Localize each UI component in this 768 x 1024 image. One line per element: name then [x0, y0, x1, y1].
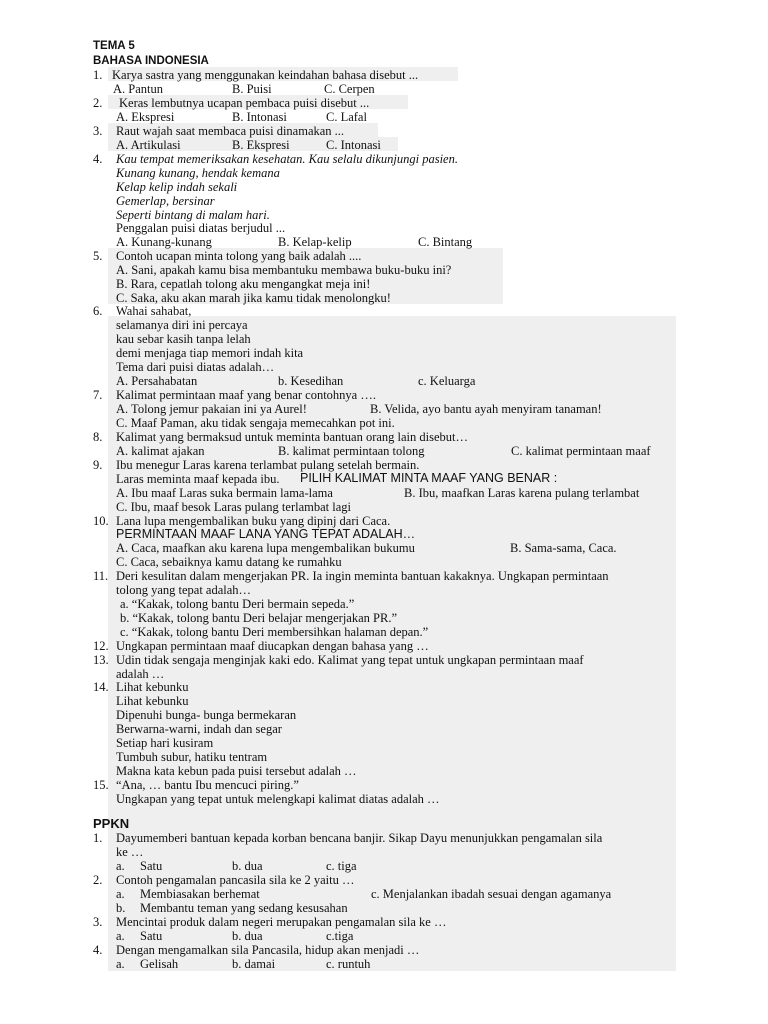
- section-heading: PPKN: [93, 816, 130, 831]
- option-c: C. Ibu, maaf besok Laras pulang terlambat lagi: [116, 500, 351, 514]
- question-number: 4.: [93, 943, 103, 957]
- poem-line: Berwarna-warni, indah dan segar: [116, 722, 282, 736]
- option-a: Satu: [140, 929, 163, 943]
- option-a: A. Ekspresi: [116, 110, 175, 124]
- option-letter: a.: [116, 887, 125, 901]
- poem-line: Setiap hari kusiram: [116, 736, 214, 750]
- question-text: Ungkapan yang tepat untuk melengkapi kalimat diatas adalah …: [116, 792, 440, 806]
- question-text: Contoh pengamalan pancasila sila ke 2 yaitu …: [116, 873, 355, 887]
- question-text: Penggalan puisi diatas berjudul ...: [116, 221, 286, 235]
- subject-heading: BAHASA INDONESIA: [93, 55, 209, 67]
- option-a: A. Artikulasi: [116, 138, 181, 152]
- question-number: 9.: [93, 458, 103, 472]
- option-b: Membantu teman yang sedang kesusahan: [140, 901, 348, 915]
- option-b: b. damai: [232, 957, 276, 971]
- poem-line: Kunang kunang, hendak kemana: [116, 166, 280, 180]
- question-number: 1.: [93, 831, 103, 845]
- poem-line: Seperti bintang di malam hari.: [116, 208, 270, 222]
- option-c: C. Intonasi: [326, 138, 381, 152]
- question-text: Lana lupa mengembalikan buku yang dipinj dari Caca.: [116, 514, 391, 528]
- option-b: b. dua: [232, 929, 263, 943]
- option-c: c. Menjalankan ibadah sesuai dengan agamanya: [371, 887, 612, 901]
- option-letter: b.: [116, 901, 126, 915]
- option-b: b. dua: [232, 859, 263, 873]
- option-a: A. Caca, maafkan aku karena lupa mengembalikan bukumu: [116, 541, 415, 555]
- option-b: b. “Kakak, tolong bantu Deri belajar mengerjakan PR.”: [120, 611, 397, 625]
- poem-line: Tumbuh subur, hatiku tentram: [116, 750, 268, 764]
- question-text: Laras meminta maaf kepada ibu.: [116, 472, 280, 486]
- poem-line: Lihat kebunku: [116, 694, 189, 708]
- question-number: 2.: [93, 96, 103, 110]
- option-c: C. kalimat permintaan maaf: [511, 444, 651, 458]
- question-text: Tema dari puisi diatas adalah…: [116, 360, 275, 374]
- option-b: B. Velida, ayo bantu ayah menyiram tanaman!: [370, 402, 602, 416]
- question-number: 10.: [93, 514, 109, 528]
- poem-line: kau sebar kasih tanpa lelah: [116, 332, 251, 346]
- option-letter: a.: [116, 929, 125, 943]
- option-b: B. Ekspresi: [232, 138, 290, 152]
- question-text: adalah …: [116, 667, 165, 681]
- option-a: A. Ibu maaf Laras suka bermain lama-lama: [116, 486, 333, 500]
- question-text: Udin tidak sengaja menginjak kaki edo. Kalimat yang tepat untuk ungkapan permintaan maaf: [116, 653, 584, 667]
- poem-line: demi menjaga tiap memori indah kita: [116, 346, 304, 360]
- option-a: Satu: [140, 859, 163, 873]
- question-number: 11.: [93, 569, 109, 583]
- question-number: 5.: [93, 249, 103, 263]
- question-number: 7.: [93, 388, 103, 402]
- option-b: B. Ibu, maafkan Laras karena pulang terlambat: [404, 486, 640, 500]
- poem-line: Kelap kelip indah sekali: [116, 180, 238, 194]
- question-number: 14.: [93, 680, 109, 694]
- option-b: B. Kelap-kelip: [278, 235, 352, 249]
- option-c: c. “Kakak, tolong bantu Deri membersihkan halaman depan.”: [120, 625, 429, 639]
- option-a: A. Sani, apakah kamu bisa membantuku membawa buku-buku ini?: [116, 263, 452, 277]
- theme-heading: TEMA 5: [93, 40, 135, 52]
- option-c: C. Bintang: [418, 235, 473, 249]
- question-text: Raut wajah saat membaca puisi dinamakan ...: [116, 124, 345, 138]
- option-a: A. Kunang-kunang: [116, 235, 212, 249]
- question-number: 1.: [93, 68, 103, 82]
- option-a: Membiasakan berhemat: [140, 887, 260, 901]
- question-text: Keras lembutnya ucapan pembaca puisi disebut ...: [119, 96, 370, 110]
- option-a: Gelisah: [140, 957, 179, 971]
- question-instruction: PERMINTAAN MAAF LANA YANG TEPAT ADALAH…: [116, 527, 416, 541]
- poem-line: Lihat kebunku: [116, 680, 189, 694]
- option-c: C. Cerpen: [324, 82, 375, 96]
- question-number: 6.: [93, 304, 103, 318]
- option-c: c. Keluarga: [418, 374, 476, 388]
- poem-line: Gemerlap, bersinar: [116, 194, 215, 208]
- question-text: Contoh ucapan minta tolong yang baik adalah ....: [116, 249, 362, 263]
- option-letter: a.: [116, 859, 125, 873]
- option-c: c. tiga: [326, 859, 357, 873]
- question-number: 13.: [93, 653, 109, 667]
- option-c: c.tiga: [326, 929, 354, 943]
- question-text: Kalimat yang bermaksud untuk meminta bantuan orang lain disebut…: [116, 430, 469, 444]
- question-text: Karya sastra yang menggunakan keindahan bahasa disebut ...: [112, 68, 419, 82]
- question-text: tolong yang tepat adalah…: [116, 583, 252, 597]
- question-text: Dengan mengamalkan sila Pancasila, hidup akan menjadi …: [116, 943, 420, 957]
- question-instruction: PILIH KALIMAT MINTA MAAF YANG BENAR :: [300, 471, 558, 485]
- question-text: Deri kesulitan dalam mengerjakan PR. Ia ingin meminta bantuan kakaknya. Ungkapan permintaan: [116, 569, 609, 583]
- option-a: A. Pantun: [113, 82, 163, 96]
- option-b: B. kalimat permintaan tolong: [278, 444, 425, 458]
- question-number: 3.: [93, 915, 103, 929]
- option-b: B. Sama-sama, Caca.: [510, 541, 617, 555]
- option-c: C. Saka, aku akan marah jika kamu tidak menolongku!: [116, 291, 391, 305]
- question-number: 4.: [93, 152, 103, 166]
- poem-line: Dipenuhi bunga- bunga bermekaran: [116, 708, 297, 722]
- option-c: C. Lafal: [326, 110, 367, 124]
- question-number: 8.: [93, 430, 103, 444]
- question-text: Kalimat permintaan maaf yang benar contohnya ….: [116, 388, 376, 402]
- option-letter: a.: [116, 957, 125, 971]
- option-c: C. Maaf Paman, aku tidak sengaja memecahkan pot ini.: [116, 416, 395, 430]
- option-a: A. Tolong jemur pakaian ini ya Aurel!: [116, 402, 307, 416]
- option-a: a. “Kakak, tolong bantu Deri bermain sepeda.”: [120, 597, 355, 611]
- option-a: A. Persahabatan: [116, 374, 198, 388]
- option-b: B. Puisi: [232, 82, 272, 96]
- poem-line: Kau tempat memeriksakan kesehatan. Kau selalu dikunjungi pasien.: [116, 152, 458, 166]
- question-text: Ibu menegur Laras karena terlambat pulang setelah bermain.: [116, 458, 420, 472]
- option-b: B. Rara, cepatlah tolong aku mengangkat meja ini!: [116, 277, 371, 291]
- question-text: ke …: [116, 845, 144, 859]
- question-text: Makna kata kebun pada puisi tersebut adalah …: [116, 764, 357, 778]
- question-number: 3.: [93, 124, 103, 138]
- option-c: C. Caca, sebaiknya kamu datang ke rumahku: [116, 555, 342, 569]
- question-text: “Ana, … bantu Ibu mencuci piring.”: [116, 778, 299, 792]
- question-text: Mencintai produk dalam negeri merupakan pengamalan sila ke …: [116, 915, 447, 929]
- poem-line: Wahai sahabat,: [116, 304, 192, 318]
- question-number: 12.: [93, 639, 109, 653]
- question-number: 2.: [93, 873, 103, 887]
- poem-line: selamanya diri ini percaya: [116, 318, 248, 332]
- option-b: b. Kesedihan: [278, 374, 344, 388]
- question-text: Dayumemberi bantuan kepada korban bencana banjir. Sikap Dayu menunjukkan pengamalan sila: [116, 831, 603, 845]
- question-number: 15.: [93, 778, 109, 792]
- option-b: B. Intonasi: [232, 110, 287, 124]
- option-c: c. runtuh: [326, 957, 371, 971]
- option-a: A. kalimat ajakan: [116, 444, 205, 458]
- question-text: Ungkapan permintaan maaf diucapkan dengan bahasa yang …: [116, 639, 429, 653]
